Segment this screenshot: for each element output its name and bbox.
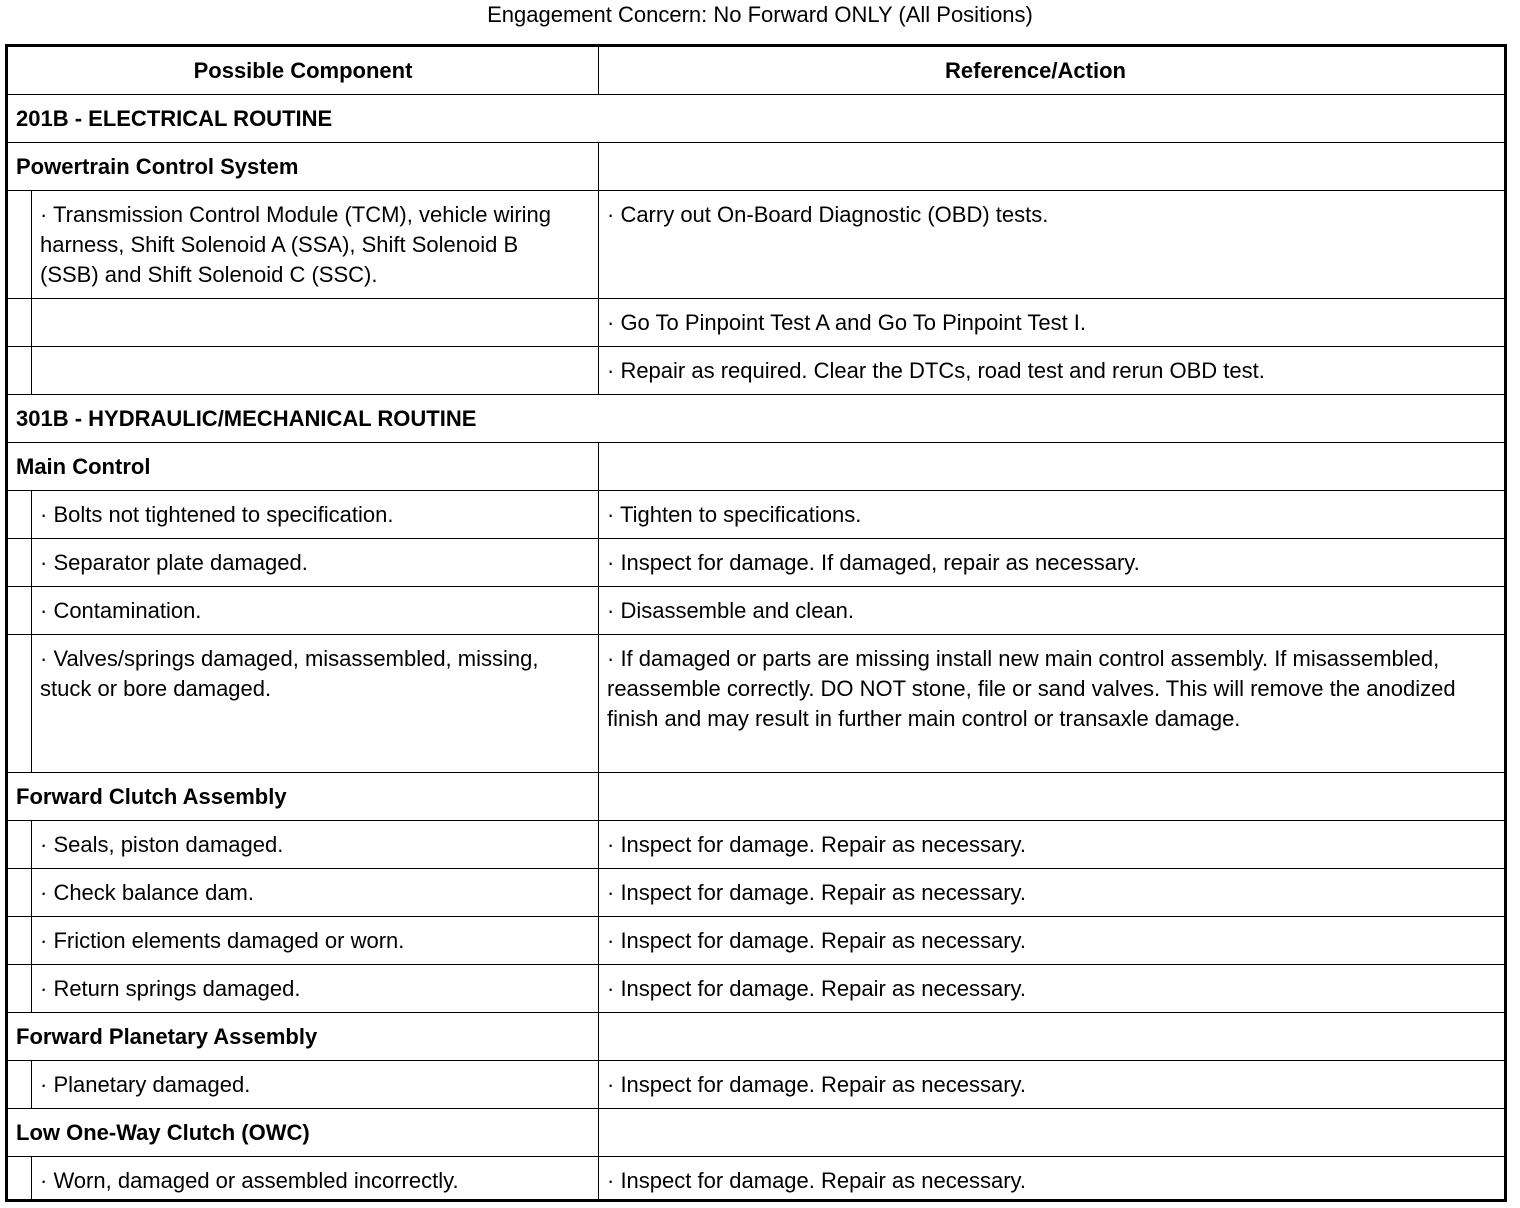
group-title: Main Control (16, 454, 151, 479)
action-cell: · Go To Pinpoint Test A and Go To Pinpoint Test I. (598, 299, 1504, 346)
table-row (8, 491, 1504, 539)
table-row (8, 1157, 1504, 1199)
group-row (8, 143, 1504, 191)
group-row (8, 773, 1504, 821)
component-cell: · Contamination. (40, 598, 202, 623)
action-cell: · Inspect for damage. Repair as necessary. (598, 965, 1504, 1012)
table-row (8, 635, 1504, 773)
table-row (8, 869, 1504, 917)
table-row (8, 587, 1504, 635)
group-title: Forward Planetary Assembly (16, 1024, 318, 1049)
section-row (8, 95, 1504, 143)
component-cell: · Planetary damaged. (40, 1072, 251, 1097)
indent-cell (8, 635, 32, 772)
group-row (8, 443, 1504, 491)
indent-cell (8, 539, 32, 586)
component-cell (32, 299, 598, 346)
action-cell: · Repair as required. Clear the DTCs, road test and rerun OBD test. (598, 347, 1504, 394)
table-row (8, 539, 1504, 587)
action-cell: · Inspect for damage. Repair as necessary. (598, 869, 1504, 916)
indent-cell (8, 869, 32, 916)
header-reference-action: Reference/Action (598, 47, 1504, 94)
indent-cell (8, 587, 32, 634)
action-cell: · Tighten to specifications. (598, 491, 1504, 538)
header-possible-component: Possible Component (193, 58, 413, 83)
component-cell: · Bolts not tightened to specification. (40, 502, 394, 527)
group-action-cell (598, 443, 1504, 490)
component-cell: · Valves/springs damaged, misassembled, missing, stuck or bore damaged. (40, 646, 539, 701)
component-cell: · Seals, piston damaged. (40, 832, 284, 857)
component-cell: · Check balance dam. (40, 880, 254, 905)
action-cell: · Inspect for damage. If damaged, repair as necessary. (598, 539, 1504, 586)
action-cell: · Disassemble and clean. (598, 587, 1504, 634)
indent-cell (8, 1061, 32, 1108)
component-cell: · Friction elements damaged or worn. (40, 928, 405, 953)
table-row (8, 191, 1504, 299)
section-title: 301B - HYDRAULIC/MECHANICAL ROUTINE (16, 406, 477, 431)
component-cell (32, 347, 598, 394)
indent-cell (8, 965, 32, 1012)
group-row (8, 1109, 1504, 1157)
table-row (8, 821, 1504, 869)
component-cell: · Return springs damaged. (40, 976, 301, 1001)
page-title: Engagement Concern: No Forward ONLY (All Positions) (487, 2, 1033, 27)
indent-cell (8, 347, 32, 394)
table-row (8, 965, 1504, 1013)
section-row (8, 395, 1504, 443)
table-header-row (8, 47, 1504, 95)
action-cell: · If damaged or parts are missing install new main control assembly. If misassembled, reassemble correctly. DO NOT stone, file or sand valves. This will remove the anodized finish and may result in further main control or transaxle damage. (598, 635, 1504, 772)
group-action-cell (598, 773, 1504, 820)
group-title: Powertrain Control System (16, 154, 299, 179)
action-cell: · Carry out On-Board Diagnostic (OBD) tests. (598, 191, 1504, 298)
table-row (8, 917, 1504, 965)
group-action-cell (598, 1109, 1504, 1156)
action-cell: · Inspect for damage. Repair as necessary. (598, 1157, 1504, 1199)
group-row (8, 1013, 1504, 1061)
table-row (8, 347, 1504, 395)
group-action-cell (598, 1013, 1504, 1060)
action-cell: · Inspect for damage. Repair as necessary. (598, 1061, 1504, 1108)
group-action-cell (598, 143, 1504, 190)
indent-cell (8, 917, 32, 964)
table-row (8, 299, 1504, 347)
table-row (8, 1061, 1504, 1109)
indent-cell (8, 821, 32, 868)
action-cell: · Inspect for damage. Repair as necessary. (598, 821, 1504, 868)
diagnostic-table (5, 44, 1507, 1202)
indent-cell (8, 1157, 32, 1199)
component-cell: · Separator plate damaged. (40, 550, 308, 575)
group-title: Low One-Way Clutch (OWC) (16, 1120, 310, 1145)
action-cell: · Inspect for damage. Repair as necessary. (598, 917, 1504, 964)
indent-cell (8, 191, 32, 298)
indent-cell (8, 299, 32, 346)
group-title: Forward Clutch Assembly (16, 784, 287, 809)
section-title: 201B - ELECTRICAL ROUTINE (16, 106, 333, 131)
component-cell: · Worn, damaged or assembled incorrectly. (40, 1168, 459, 1193)
indent-cell (8, 491, 32, 538)
component-cell: · Transmission Control Module (TCM), vehicle wiring harness, Shift Solenoid A (SSA), Shift Solenoid B (SSB) and Shift Solenoid C (SSC). (40, 202, 552, 287)
